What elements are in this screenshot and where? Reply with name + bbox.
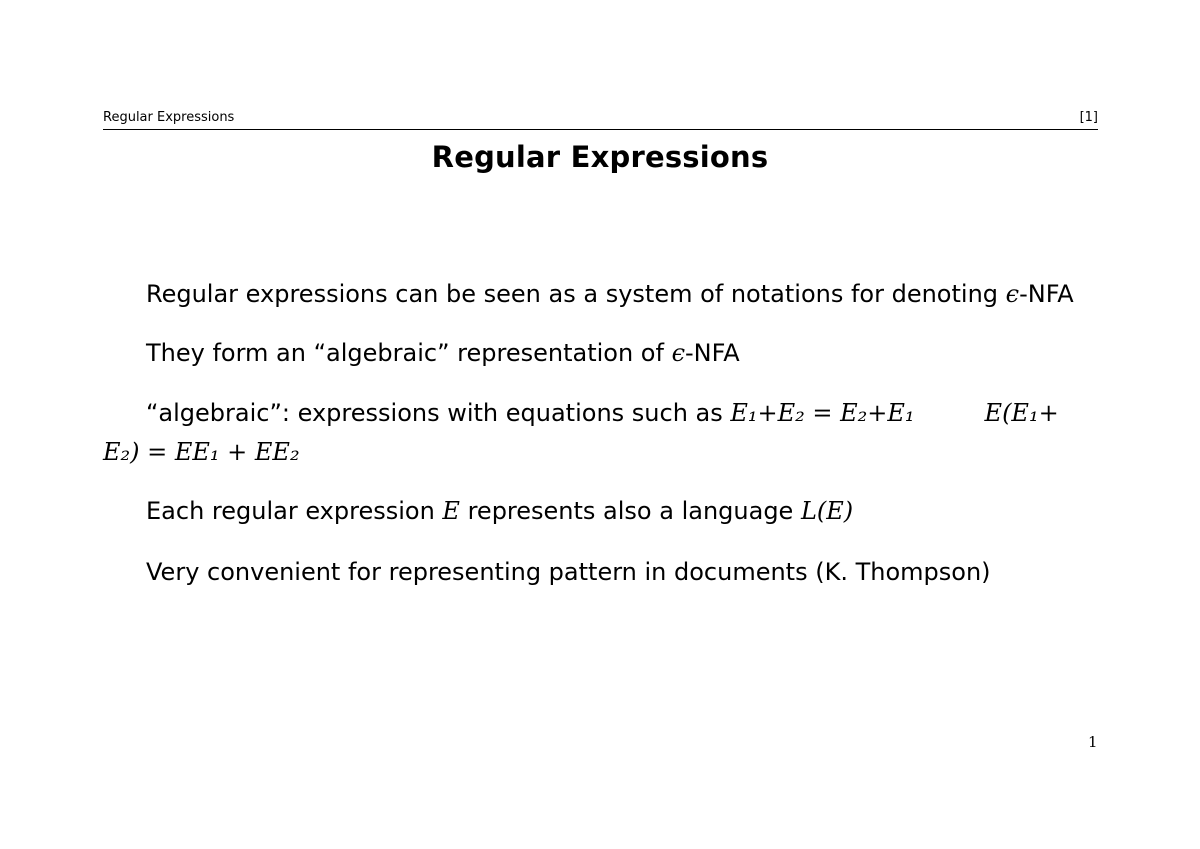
paragraph-language [103, 496, 1103, 526]
paragraph-algebraic-representation [103, 338, 1103, 368]
language-expression: L(E) [800, 497, 854, 525]
paragraph-text: They form an “algebraic” representation of [146, 339, 672, 367]
paragraph-text: Very convenient for representing pattern in documents (K. Thompson) [146, 558, 991, 586]
epsilon-symbol: ϵ [1005, 280, 1020, 308]
paragraph-tail: -NFA [685, 339, 740, 367]
commutativity-equation: E₁+E₂ = E₂+E₁ [730, 399, 915, 427]
paragraph-tail: -NFA [1019, 280, 1074, 308]
distributivity-equation-part2: E₂) = EE₁ + EE₂ [103, 438, 300, 466]
paragraph-enfa-notation [103, 279, 1103, 309]
distributivity-equation-part1: E(E₁+ [984, 399, 1059, 427]
paragraph-thompson [103, 557, 1103, 587]
paragraph-algebraic-equations [103, 398, 1103, 428]
paragraph-text: Regular expressions can be seen as a system of notations for denoting [146, 280, 1006, 308]
header-rule [103, 129, 1098, 130]
epsilon-symbol: ϵ [671, 339, 686, 367]
paragraph-text-middle: represents also a language [459, 497, 801, 525]
running-header-title: Regular Expressions [103, 110, 235, 125]
slide-title: Regular Expressions [431, 140, 769, 174]
paragraph-text: Each regular expression [146, 497, 443, 525]
expression-variable: E [442, 497, 460, 525]
paragraph-text: “algebraic”: expressions with equations such as [146, 399, 731, 427]
running-header-page: [1] [1079, 110, 1098, 125]
paragraph-algebraic-equations-continued [103, 437, 1103, 467]
page-number: 1 [1088, 733, 1098, 751]
